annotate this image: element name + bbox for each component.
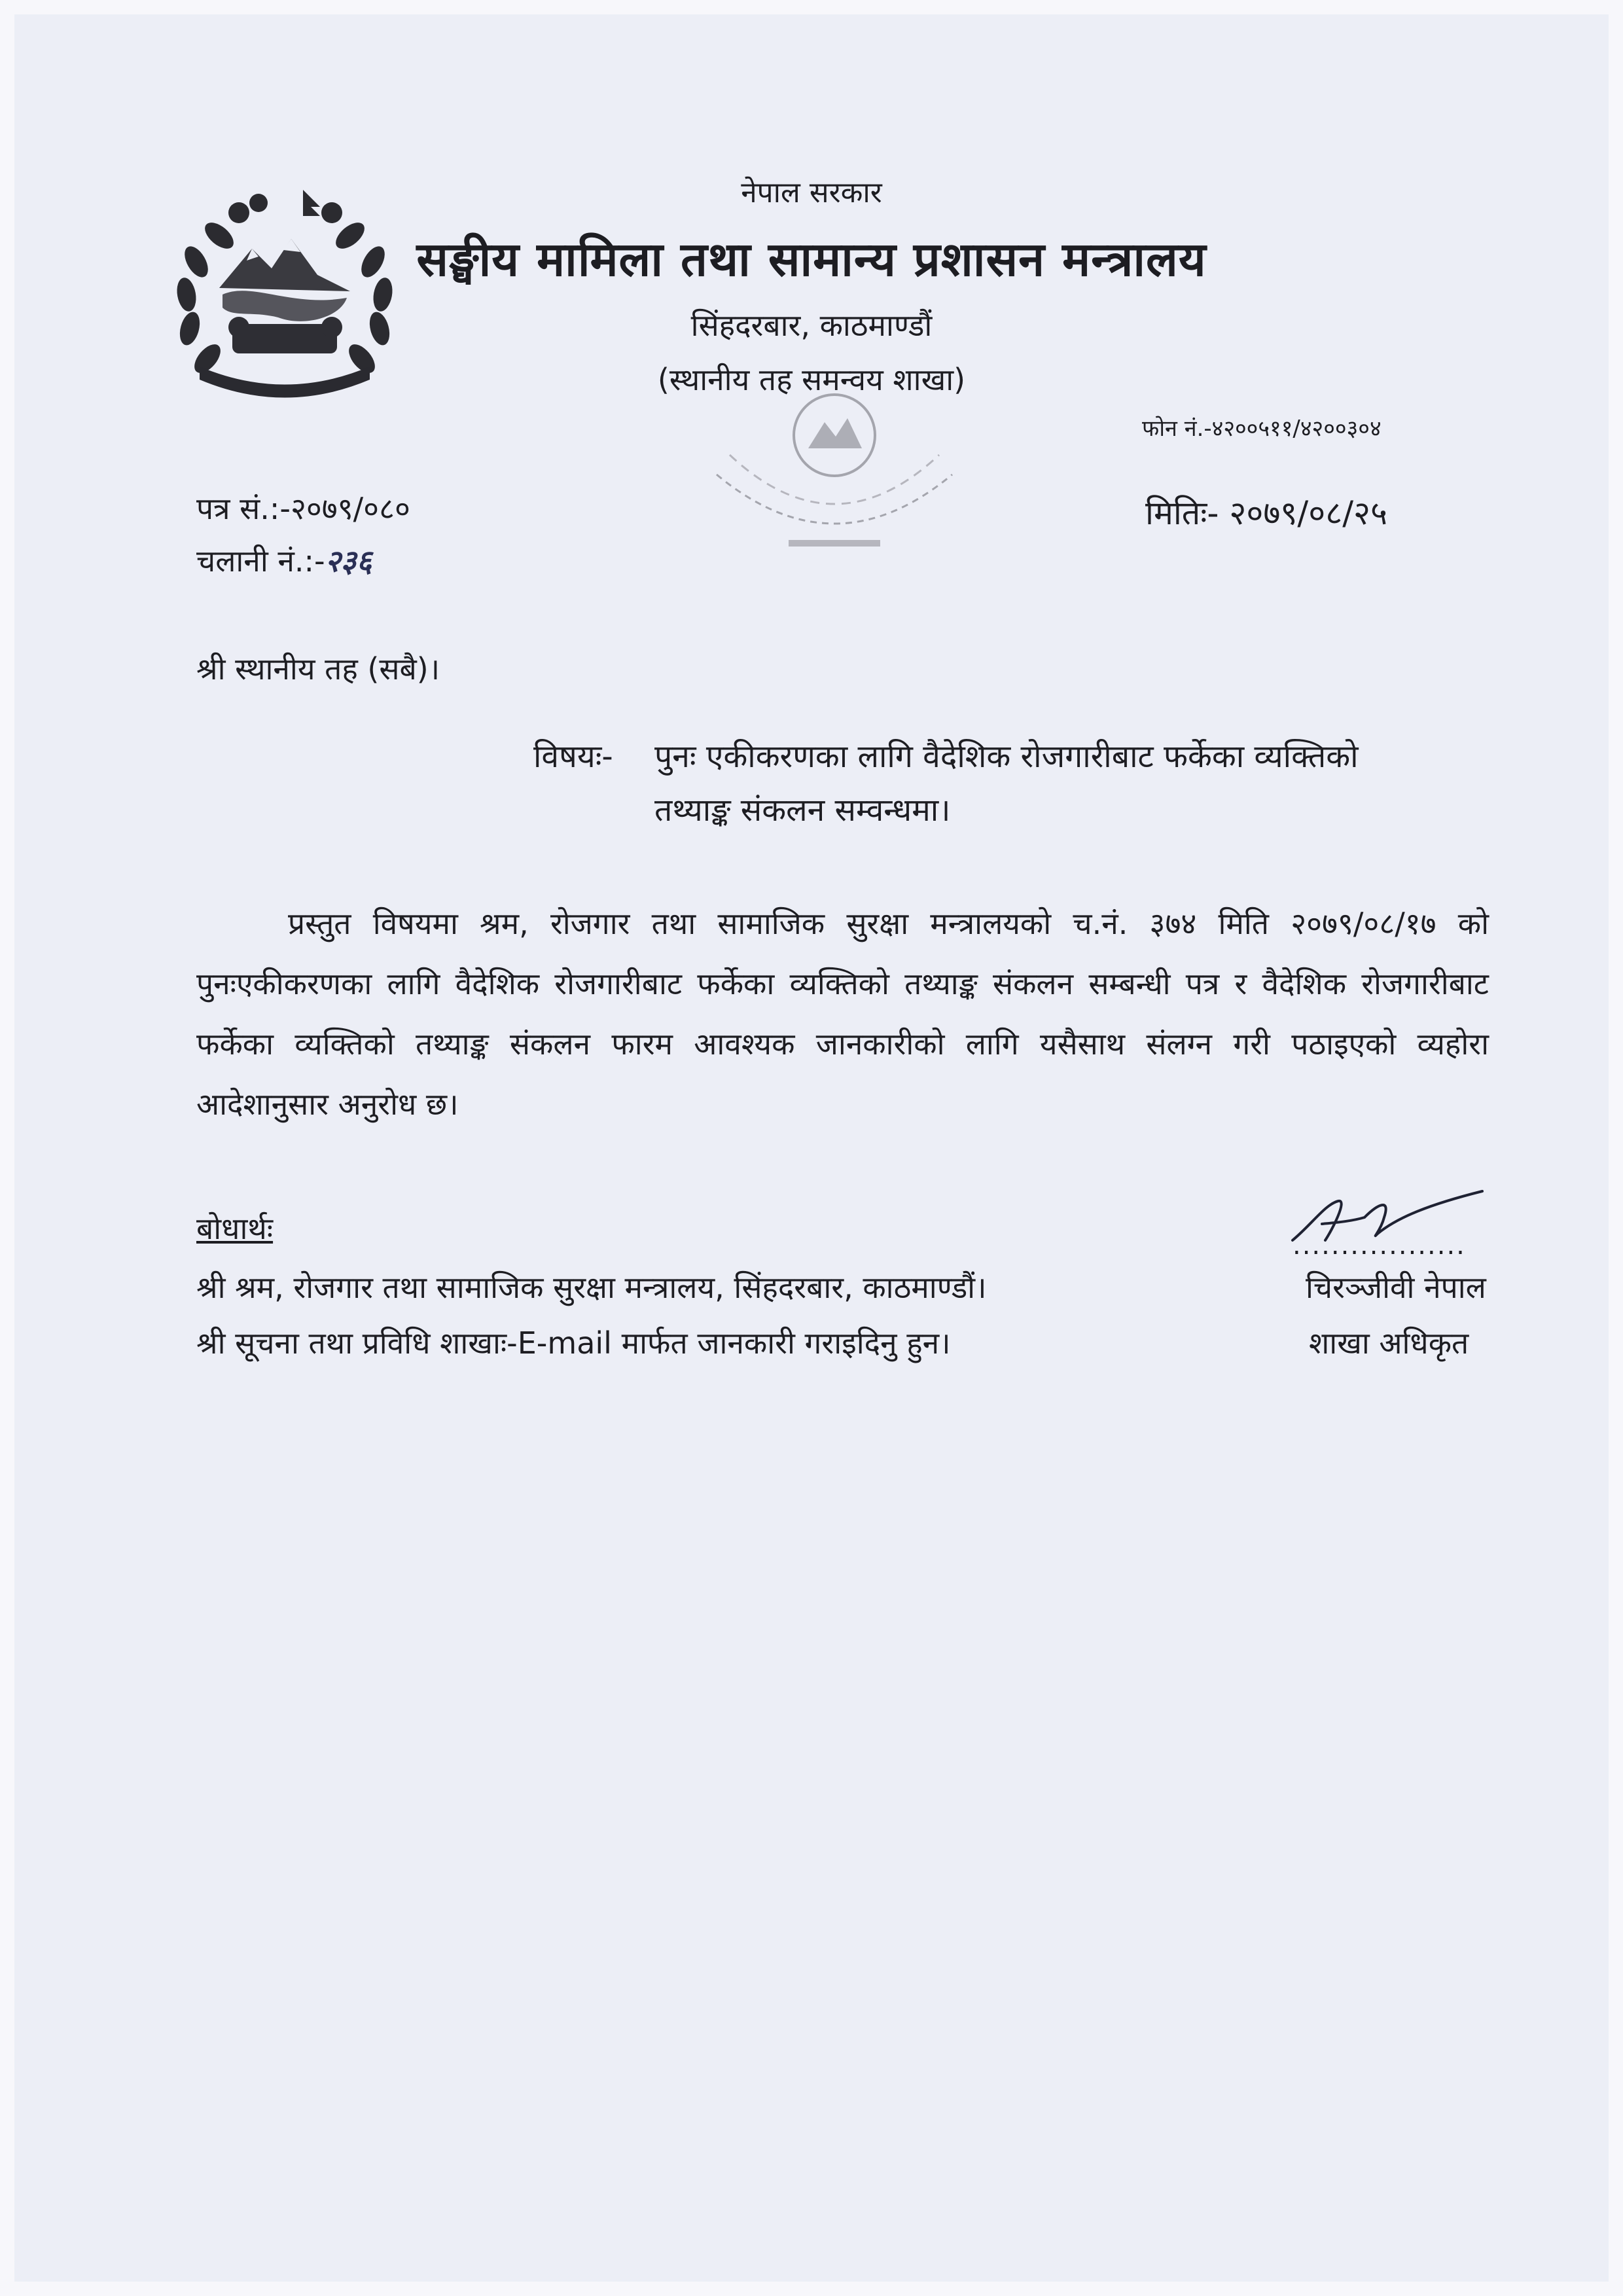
cc-recipient-2: श्री सूचना तथा प्रविधि शाखाः-E-mail मार्फत जानकारी गराइदिनु हुन। (196, 1325, 951, 1361)
date-value: २०७९/०८/२५ (1229, 494, 1388, 532)
patra-number (196, 488, 410, 528)
chalani-number (196, 540, 372, 581)
cc-heading: बोधार्थः (196, 1211, 274, 1246)
subject-block (533, 730, 1359, 837)
subject-line-2: तथ्याङ्क संकलन सम्वन्धमा। (654, 792, 951, 829)
patra-label: पत्र सं.:- (196, 491, 291, 526)
date-label: मितिः- (1145, 494, 1219, 532)
subject-label: विषयः- (533, 738, 613, 775)
chalani-label: चलानी नं.:- (196, 543, 325, 579)
body-paragraph: प्रस्तुत विषयमा श्रम, रोजगार तथा सामाजिक सुरक्षा मन्त्रालयको च.नं. ३७४ मिति २०७९/०८/१७ को पुनःएकीकरणका लागि वैदेशिक रोजगारीबाट फर्केका व्यक्तिको तथ्याङ्क संकलन सम्बन्धी पत्र र वैदेशिक रोजगारीबाट फर्केका व्यक्तिको तथ्याङ्क संकलन फारम आवश्यक जानकारीको लागि यसैसाथ संलग्न गरी पठाइएको व्यहोरा आदेशानुसार अनुरोध छ। (196, 906, 1489, 1122)
signature-line: .................. (1293, 1230, 1466, 1261)
signatory-title: शाखा अधिकृत (1309, 1325, 1469, 1361)
chalani-value: २३६ (325, 543, 372, 579)
addressee: श्री स्थानीय तह (सबै)। (196, 651, 440, 687)
subject-line-1: पुनः एकीकरणका लागि वैदेशिक रोजगारीबाट फर्केका व्यक्तिको (654, 738, 1359, 775)
letter-date (1145, 490, 1387, 534)
phone-number: फोन नं.-४२००५११/४२००३०४ (1142, 416, 1382, 442)
office-address: सिंहदरबार, काठमाण्डौं (690, 308, 933, 343)
government-name: नेपाल सरकार (741, 176, 882, 209)
patra-value: २०७९/०८० (290, 491, 410, 526)
branch-name: (स्थानीय तह समन्वय शाखा) (657, 362, 966, 397)
ministry-name: सङ्घीय मामिला तथा सामान्य प्रशासन मन्त्रालय (416, 232, 1207, 287)
office-seal-icon (690, 376, 978, 592)
cc-recipient-1: श्री श्रम, रोजगार तथा सामाजिक सुरक्षा मन्त्रालय, सिंहदरबार, काठमाण्डौं। (196, 1270, 987, 1305)
signatory-name: चिरञ्जीवी नेपाल (1306, 1270, 1486, 1305)
